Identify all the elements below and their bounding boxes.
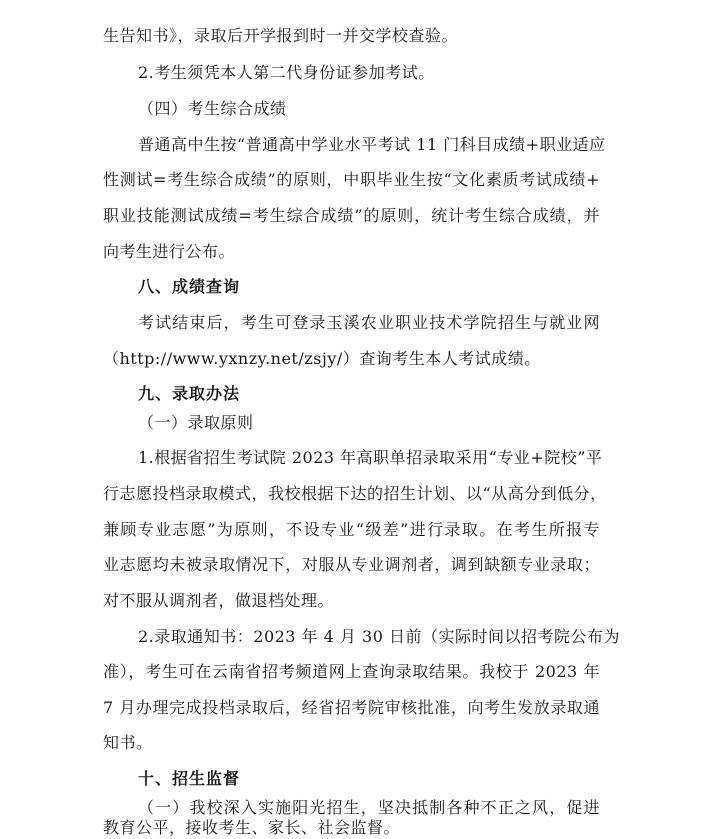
paragraph-line: （一）我校深入实施阳光招生，坚决抵制各种不正之风，促进 [138,798,600,817]
paragraph-line: 1.根据省招生考试院 2023 年高职单招录取采用“专业+院校”平 [138,448,603,467]
section-heading-9: 九、录取办法 [138,384,241,403]
paragraph-line: 业志愿均未被录取情况下，对服从专业调剂者，调到缺额专业录取； [103,555,600,574]
paragraph-line: 生告知书》，录取后开学报到时一并交学校查验。 [103,26,459,45]
paragraph-line: 准），考生可在云南省招考频道网上查询录取结果。我校于 2023 年 [103,662,600,681]
paragraph-line: 2.录取通知书：2023 年 4 月 30 日前（实际时间以招考院公布为 [138,627,620,646]
paragraph-line: 职业技能测试成绩=考生综合成绩”的原则，统计考生综合成绩，并 [103,206,600,225]
paragraph-line: 兼顾专业志愿”为原则，不设专业“级差”进行录取。在考生所报专 [103,520,600,539]
paragraph-line: 普通高中生按“普通高中学业水平考试 11 门科目成绩+职业适应 [138,135,606,154]
paragraph-line: 向考生进行公布。 [103,242,236,261]
paragraph-line: 2.考生须凭本人第二代身份证参加考试。 [138,63,435,82]
paragraph-line: 对不服从调剂者，做退档处理。 [103,591,335,610]
subheading: （四）考生综合成绩 [138,99,287,118]
paragraph-line: 行志愿投档录取模式，我校根据下达的招生计划、以“从高分到低分， [103,484,607,503]
section-heading-10: 十、招生监督 [138,769,241,788]
paragraph-line: （http://www.yxnzy.net/zsjy/）查询考生本人考试成绩。 [103,349,541,368]
paragraph-line: 7 月办理完成投档录取后，经省招考院审核批准，向考生发放录取通 [103,698,600,717]
section-heading-8: 八、成绩查询 [138,277,241,296]
paragraph-line: 考试结束后，考生可登录玉溪农业职业技术学院招生与就业网 [138,313,600,332]
paragraph-line: 性测试=考生综合成绩”的原则，中职毕业生按“文化素质考试成绩+ [103,170,600,189]
paragraph-line: 教育公平，接收考生、家长、社会监督。 [103,818,401,837]
subheading: （一）录取原则 [138,413,254,432]
paragraph-line: 知书。 [103,733,153,752]
